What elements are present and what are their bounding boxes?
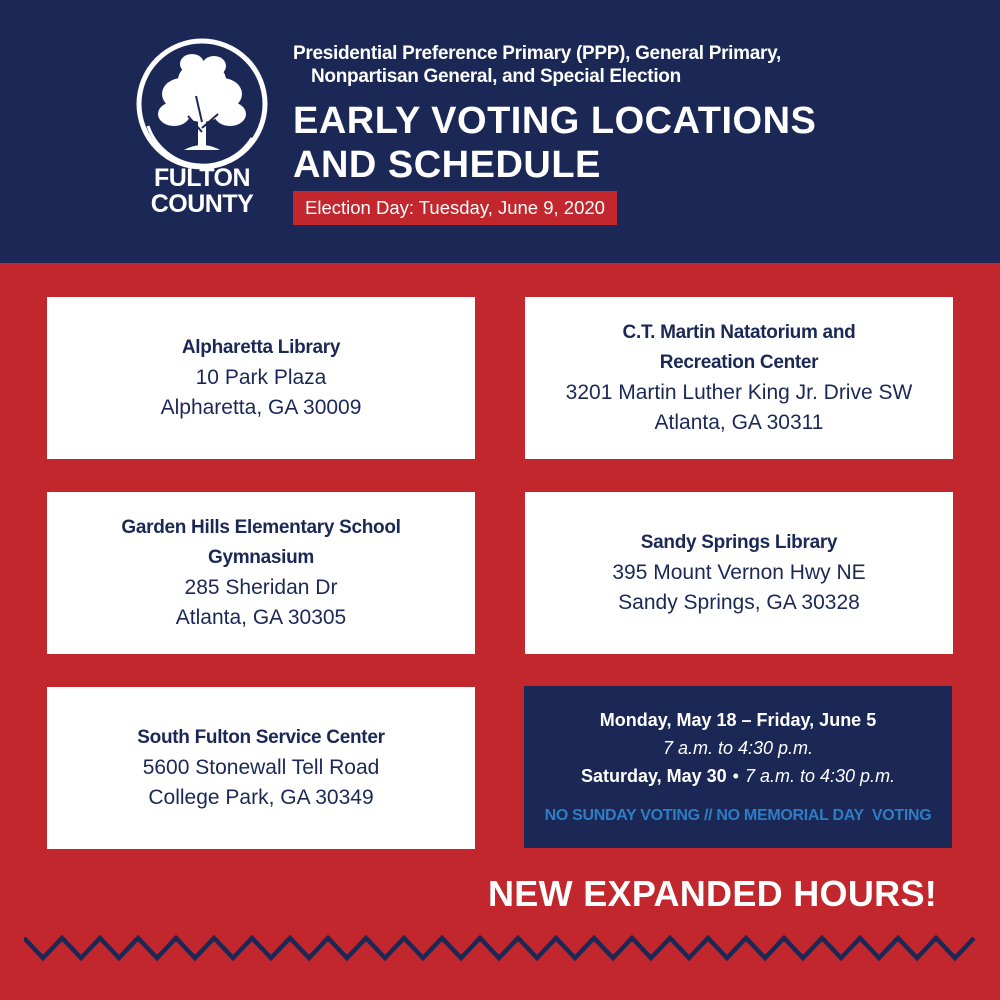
subtitle-line: Presidential Preference Primary (PPP), General Primary,	[293, 43, 781, 64]
saturday-line	[524, 762, 952, 790]
bullet-separator: •	[732, 766, 739, 786]
location-name: Alpharetta Library	[181, 337, 341, 358]
location-card-alpharetta-library	[47, 297, 475, 459]
title-line: AND SCHEDULE	[293, 144, 601, 186]
election-subtitle	[293, 42, 893, 88]
schedule-card	[524, 686, 952, 848]
location-address-street: 395 Mount Vernon Hwy NE	[612, 561, 866, 584]
location-address-city: College Park, GA 30349	[148, 786, 374, 809]
location-address-street: 10 Park Plaza	[195, 366, 327, 389]
location-address-city: Atlanta, GA 30305	[175, 606, 347, 629]
header-banner	[0, 0, 1000, 263]
location-address-city: Alpharetta, GA 30009	[160, 396, 362, 419]
saturday-hours: 7 a.m. to 4:30 p.m.	[744, 766, 896, 786]
location-name: C.T. Martin Natatorium and	[622, 322, 856, 343]
location-address-street: 3201 Martin Luther King Jr. Drive SW	[565, 381, 913, 404]
logo-wordmark	[136, 165, 268, 217]
no-voting-note: NO SUNDAY VOTING // NO MEMORIAL DAY VOTING	[544, 807, 932, 824]
location-name: Recreation Center	[659, 352, 819, 373]
title-line: EARLY VOTING LOCATIONS	[293, 100, 817, 142]
expanded-hours-banner: NEW EXPANDED HOURS!	[488, 873, 938, 914]
location-address-street: 5600 Stonewall Tell Road	[142, 756, 380, 779]
location-address-city: Sandy Springs, GA 30328	[618, 591, 860, 614]
location-name: Gymnasium	[207, 547, 315, 568]
logo-line: FULTON	[153, 164, 251, 192]
location-address-city: Atlanta, GA 30311	[654, 411, 824, 434]
location-card-south-fulton	[47, 687, 475, 849]
weekday-range: Monday, May 18 – Friday, June 5	[599, 710, 877, 730]
subtitle-line: Nonpartisan General, and Special Election	[311, 66, 681, 87]
location-card-sandy-springs-library	[525, 492, 953, 654]
location-card-garden-hills	[47, 492, 475, 654]
location-address-street: 285 Sheridan Dr	[184, 576, 338, 599]
page-title	[293, 99, 933, 187]
logo-line: COUNTY	[150, 190, 254, 218]
weekday-hours: 7 a.m. to 4:30 p.m.	[662, 738, 814, 758]
location-card-ct-martin	[525, 297, 953, 459]
location-name: South Fulton Service Center	[137, 727, 385, 748]
location-name: Garden Hills Elementary School	[121, 517, 401, 538]
saturday-day: Saturday, May 30	[580, 766, 727, 786]
zigzag-border-decoration	[24, 928, 976, 968]
location-name: Sandy Springs Library	[640, 532, 838, 553]
election-day-badge: Election Day: Tuesday, June 9, 2020	[293, 191, 617, 225]
